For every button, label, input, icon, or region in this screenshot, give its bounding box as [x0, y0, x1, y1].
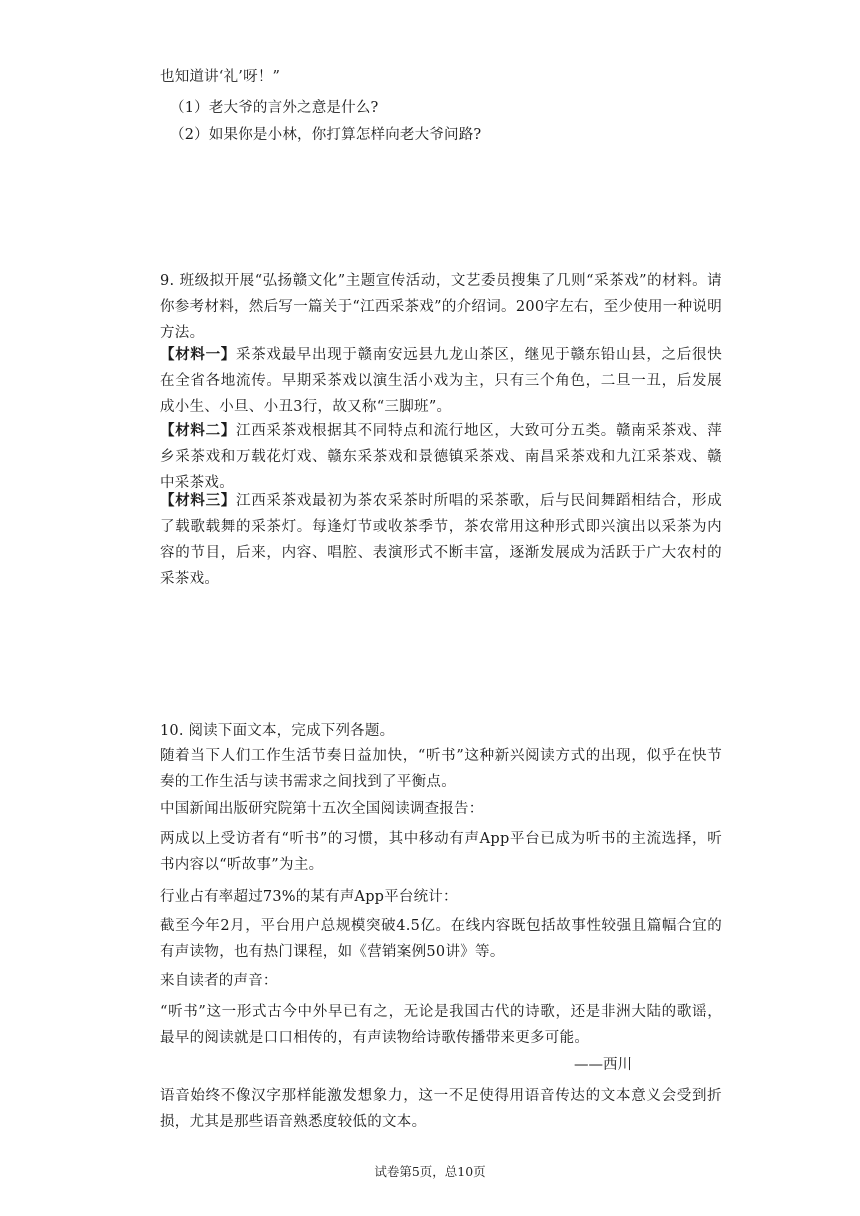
- material-3-label: 【材料三】: [160, 492, 236, 509]
- q10-prompt: 10. 阅读下面文本，完成下列各题。: [160, 723, 395, 739]
- q9-prompt: 9. 班级拟开展“弘扬赣文化”主题宣传活动，文艺委员搜集了几则“采茶戏”的材料。请你参考材料，然后写一篇关于“江西采茶戏”的介绍词。200字左右，至少使用一种说明方法。: [160, 273, 722, 341]
- q8-subquestion-2: （2）如果你是小林，你打算怎样向老大爷问路?: [170, 127, 482, 143]
- q8-quote-tail: 也知道讲‘礼’呀！”: [160, 69, 281, 85]
- q10-paragraph-4: 行业占有率超过73%的某有声App平台统计：: [160, 889, 458, 905]
- q10-paragraph-6: 来自读者的声音：: [160, 973, 278, 989]
- q9-material-1: [160, 342, 722, 420]
- material-1-label: 【材料一】: [160, 346, 236, 363]
- q8-subquestion-1: （1）老大爷的言外之意是什么?: [170, 100, 379, 116]
- q10-paragraph-3: 两成以上受访者有“听书”的习惯，其中移动有声App平台已成为听书的主流选择，听书内容以“听故事”为主。: [160, 831, 722, 873]
- q10-paragraph-5: 截至今年2月，平台用户总规模突破4.5亿。在线内容既包括故事性较强且篇幅合宜的有声读物，也有热门课程，如《营销案例50讲》等。: [160, 918, 722, 960]
- q10-signature: ——西川: [574, 1057, 632, 1073]
- q10-paragraph-8: 语音始终不像汉字那样能激发想象力，这一不足使得用语音传达的文本意义会受到折损，尤其是那些语音熟悉度较低的文本。: [160, 1088, 722, 1130]
- material-3-text: 江西采茶戏最初为茶农采茶时所唱的采茶歌，后与民间舞蹈相结合，形成了载歌载舞的采茶灯。每逢灯节或收茶季节，茶农常用这种形式即兴演出以采茶为内容的节目，后来，内容、唱腔、表演形式不断丰富，逐渐发展成为活跃于广大农村的采茶戏。: [160, 493, 722, 587]
- q10-paragraph-2: 中国新闻出版研究院第十五次全国阅读调查报告：: [160, 801, 484, 817]
- q10-paragraph-7: “听书”这一形式古今中外早已有之，无论是我国古代的诗歌，还是非洲大陆的歌谣，最早的阅读就是口口相传的，有声读物给诗歌传播带来更多可能。: [160, 1004, 722, 1046]
- q9-material-2: [160, 418, 722, 496]
- q9-material-3: [160, 488, 722, 592]
- material-2-text: 江西采茶戏根据其不同特点和流行地区，大致可分五类。赣南采茶戏、萍乡采茶戏和万载花灯戏、赣东采茶戏和景德镇采茶戏、南昌采茶戏和九江采茶戏、赣中采茶戏。: [160, 423, 722, 491]
- page-footer: 试卷第5页，总10页: [374, 1164, 486, 1179]
- material-1-text: 采茶戏最早出现于赣南安远县九龙山茶区，继见于赣东铅山县，之后很快在全省各地流传。早期采茶戏以演生活小戏为主，只有三个角色，二旦一丑，后发展成小生、小旦、小丑3行，故又称“三脚班”。: [160, 347, 722, 415]
- material-2-label: 【材料二】: [160, 422, 236, 439]
- q10-paragraph-1: 随着当下人们工作生活节奏日益加快，“听书”这种新兴阅读方式的出现，似乎在快节奏的工作生活与读书需求之间找到了平衡点。: [160, 748, 722, 790]
